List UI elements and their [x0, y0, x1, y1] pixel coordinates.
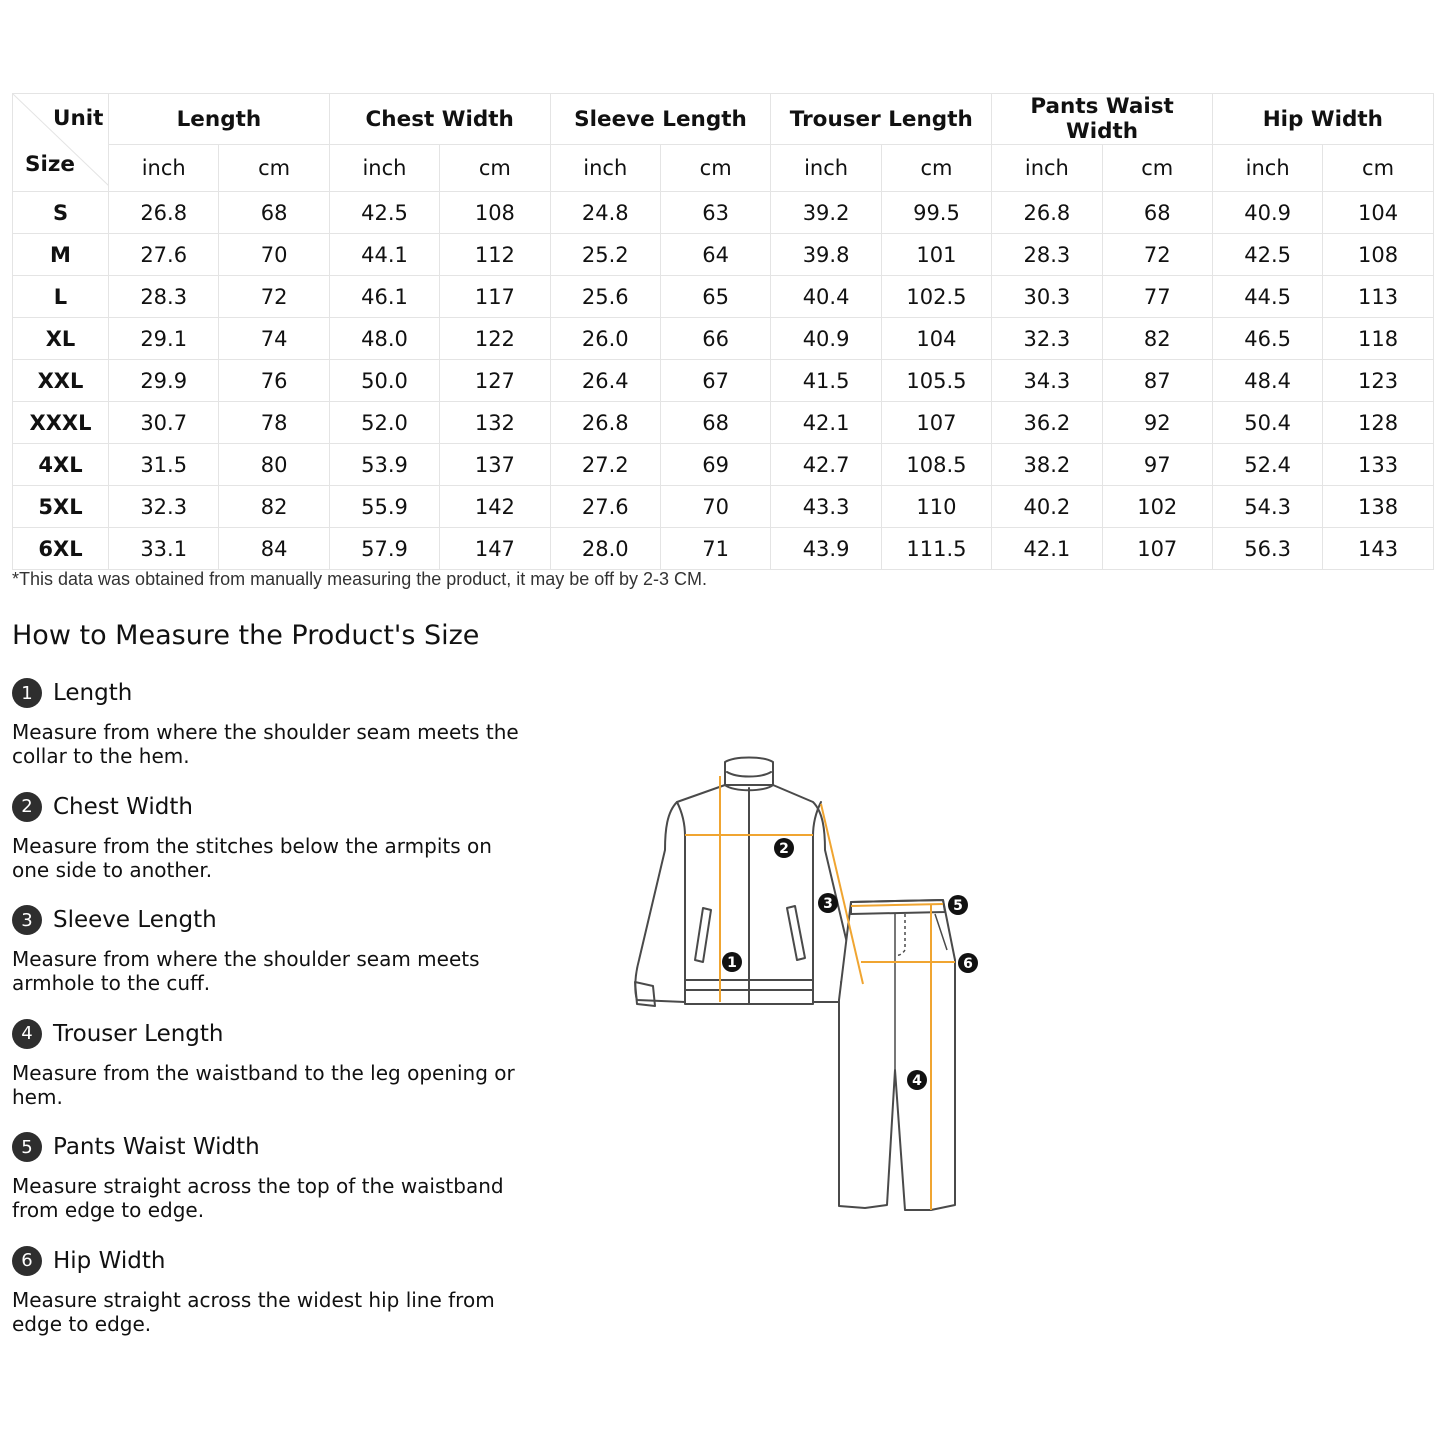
measurement-cell: 44.1 [329, 234, 439, 276]
measurement-cell: 97 [1102, 444, 1212, 486]
unit-header-cell: cm [881, 145, 991, 192]
unit-header-cell: inch [992, 145, 1102, 192]
table-row [13, 276, 1434, 318]
measurement-cell: 56.3 [1212, 528, 1322, 570]
measurement-cell: 71 [660, 528, 770, 570]
measurement-cell: 27.6 [109, 234, 219, 276]
table-row [13, 444, 1434, 486]
measurement-cell: 132 [440, 402, 550, 444]
measurement-cell: 57.9 [329, 528, 439, 570]
measurement-cell: 40.9 [771, 318, 881, 360]
measurement-cell: 64 [660, 234, 770, 276]
table-corner-cell [13, 94, 109, 192]
jacket-left-pocket [695, 908, 711, 962]
unit-header-cell: inch [109, 145, 219, 192]
size-label-cell: 4XL [13, 444, 109, 486]
table-group-header [13, 94, 1434, 145]
measurement-cell: 78 [219, 402, 329, 444]
measurement-cell: 70 [660, 486, 770, 528]
unit-header-cell: inch [771, 145, 881, 192]
measurement-cell: 138 [1323, 486, 1433, 528]
measurement-cell: 99.5 [881, 192, 991, 234]
measurement-cell: 107 [1102, 528, 1212, 570]
measurement-cell: 27.2 [550, 444, 660, 486]
unit-header-cell: cm [660, 145, 770, 192]
measurement-cell: 118 [1323, 318, 1433, 360]
step-header [12, 1244, 522, 1278]
measurement-cell: 74 [219, 318, 329, 360]
marker-4 [907, 1070, 927, 1090]
measurement-cell: 101 [881, 234, 991, 276]
size-label-cell: XXXL [13, 402, 109, 444]
measurement-cell: 28.3 [109, 276, 219, 318]
size-label-cell: S [13, 192, 109, 234]
step-title: Hip Width [53, 1247, 166, 1274]
measurement-cell: 30.3 [992, 276, 1102, 318]
measurement-cell: 40.9 [1212, 192, 1322, 234]
measurement-cell: 24.8 [550, 192, 660, 234]
size-label-cell: L [13, 276, 109, 318]
measure-steps-list [12, 676, 522, 1357]
measurement-cell: 87 [1102, 360, 1212, 402]
step-header [12, 676, 522, 710]
group-header-length: Length [109, 94, 330, 145]
measurement-cell: 68 [219, 192, 329, 234]
measurement-cell: 48.0 [329, 318, 439, 360]
measurement-cell: 72 [1102, 234, 1212, 276]
measurement-cell: 32.3 [109, 486, 219, 528]
measurement-cell: 105.5 [881, 360, 991, 402]
measurement-cell: 30.7 [109, 402, 219, 444]
measurement-cell: 26.8 [109, 192, 219, 234]
measurement-cell: 52.4 [1212, 444, 1322, 486]
measurement-cell: 26.0 [550, 318, 660, 360]
measurement-cell: 52.0 [329, 402, 439, 444]
measurement-cell: 42.5 [329, 192, 439, 234]
table-row [13, 402, 1434, 444]
unit-header-cell: inch [329, 145, 439, 192]
section-title: How to Measure the Product's Size [12, 620, 480, 651]
pants-outline [839, 900, 955, 1210]
measurement-cell: 42.7 [771, 444, 881, 486]
measurement-cell: 63 [660, 192, 770, 234]
measurement-cell: 112 [440, 234, 550, 276]
measurement-cell: 133 [1323, 444, 1433, 486]
marker-2 [774, 838, 794, 858]
measurement-cell: 40.2 [992, 486, 1102, 528]
measurement-cell: 33.1 [109, 528, 219, 570]
size-chart-table [12, 93, 1434, 570]
measurement-cell: 42.1 [771, 402, 881, 444]
jacket-outline [635, 785, 855, 1002]
step-number-badge: 5 [12, 1132, 42, 1162]
measurement-cell: 44.5 [1212, 276, 1322, 318]
marker-3 [818, 893, 838, 913]
marker-5 [948, 895, 968, 915]
measurement-cell: 108 [440, 192, 550, 234]
step-description: Measure from where the shoulder seam meets the collar to the hem. [12, 720, 519, 768]
measure-step [12, 676, 522, 790]
measurement-cell: 39.2 [771, 192, 881, 234]
measurement-cell: 137 [440, 444, 550, 486]
measurement-cell: 40.4 [771, 276, 881, 318]
measurement-cell: 41.5 [771, 360, 881, 402]
table-unit-header [13, 145, 1434, 192]
measurement-cell: 43.9 [771, 528, 881, 570]
measurement-cell: 104 [1323, 192, 1433, 234]
measurement-cell: 42.5 [1212, 234, 1322, 276]
measurement-cell: 27.6 [550, 486, 660, 528]
marker-label: 2 [779, 841, 789, 857]
measurement-cell: 108.5 [881, 444, 991, 486]
measurement-cell: 54.3 [1212, 486, 1322, 528]
measurement-cell: 68 [1102, 192, 1212, 234]
step-title: Trouser Length [53, 1020, 224, 1047]
measurement-cell: 46.1 [329, 276, 439, 318]
unit-header-cell: cm [440, 145, 550, 192]
measurement-cell: 26.8 [992, 192, 1102, 234]
measurement-cell: 110 [881, 486, 991, 528]
table-row [13, 528, 1434, 570]
measurement-cell: 107 [881, 402, 991, 444]
size-label-cell: 6XL [13, 528, 109, 570]
step-title: Pants Waist Width [53, 1134, 260, 1160]
measure-step [12, 903, 522, 1017]
measurement-cell: 108 [1323, 234, 1433, 276]
size-label-cell: M [13, 234, 109, 276]
measurement-cell: 123 [1323, 360, 1433, 402]
step-description: Measure from the waistband to the leg opening or hem. [12, 1060, 515, 1109]
measurement-cell: 29.9 [109, 360, 219, 402]
measurement-cell: 28.0 [550, 528, 660, 570]
marker-label: 3 [823, 896, 833, 912]
marker-label: 6 [963, 956, 973, 972]
measurement-cell: 72 [219, 276, 329, 318]
measurement-cell: 38.2 [992, 444, 1102, 486]
measurement-cell: 142 [440, 486, 550, 528]
measurement-cell: 70 [219, 234, 329, 276]
step-title: Sleeve Length [53, 907, 217, 933]
measurement-cell: 92 [1102, 402, 1212, 444]
table-row [13, 360, 1434, 402]
group-header-pants-waist-width: Pants Waist Width [992, 94, 1213, 145]
measurement-cell: 113 [1323, 276, 1433, 318]
table-body [13, 192, 1434, 570]
marker-1 [722, 952, 742, 972]
measurement-cell: 147 [440, 528, 550, 570]
unit-header-cell: cm [219, 145, 329, 192]
table-row [13, 486, 1434, 528]
measurement-cell: 50.4 [1212, 402, 1322, 444]
group-header-hip-width: Hip Width [1212, 94, 1433, 145]
measurement-cell: 122 [440, 318, 550, 360]
step-number-badge: 2 [12, 792, 42, 822]
jacket-right-pocket [787, 906, 805, 960]
measurement-cell: 104 [881, 318, 991, 360]
group-header-trouser-length: Trouser Length [771, 94, 992, 145]
measurement-cell: 48.4 [1212, 360, 1322, 402]
measurement-cell: 65 [660, 276, 770, 318]
step-header [12, 903, 522, 937]
measure-step [12, 790, 522, 904]
measurement-cell: 31.5 [109, 444, 219, 486]
measurement-cell: 32.3 [992, 318, 1102, 360]
measure-step [12, 1017, 522, 1131]
size-label-cell: XXL [13, 360, 109, 402]
measurement-cell: 25.6 [550, 276, 660, 318]
unit-header-cell: cm [1323, 145, 1433, 192]
measurement-cell: 68 [660, 402, 770, 444]
marker-label: 5 [953, 898, 963, 914]
marker-label: 4 [912, 1073, 922, 1089]
measurement-cell: 28.3 [992, 234, 1102, 276]
measurement-cell: 143 [1323, 528, 1433, 570]
marker-label: 1 [727, 955, 737, 971]
step-description: Measure straight across the widest hip line from edge to edge. [12, 1287, 495, 1336]
garment-measurement-illustration [625, 750, 1005, 1220]
group-header-sleeve-length: Sleeve Length [550, 94, 771, 145]
measurement-cell: 102.5 [881, 276, 991, 318]
measurement-cell: 66 [660, 318, 770, 360]
step-number-badge: 4 [12, 1019, 42, 1049]
measurement-cell: 127 [440, 360, 550, 402]
measurement-cell: 39.8 [771, 234, 881, 276]
table-row [13, 234, 1434, 276]
jacket-left-cuff [635, 982, 655, 1006]
group-header-chest-width: Chest Width [329, 94, 550, 145]
measurement-cell: 82 [1102, 318, 1212, 360]
measure-step [12, 1244, 522, 1358]
step-number-badge: 3 [12, 905, 42, 935]
step-number-badge: 6 [12, 1246, 42, 1276]
step-header [12, 1017, 522, 1051]
measurement-cell: 43.3 [771, 486, 881, 528]
table-row [13, 192, 1434, 234]
size-label-cell: 5XL [13, 486, 109, 528]
measurement-cell: 80 [219, 444, 329, 486]
measurement-cell: 34.3 [992, 360, 1102, 402]
measurement-cell: 26.4 [550, 360, 660, 402]
measurement-cell: 69 [660, 444, 770, 486]
step-number-badge: 1 [12, 678, 42, 708]
measurement-cell: 42.1 [992, 528, 1102, 570]
step-description: Measure from where the shoulder seam meets armhole to the cuff. [12, 947, 480, 995]
step-description: Measure from the stitches below the armpits on one side to another. [12, 833, 492, 882]
measurement-cell: 50.0 [329, 360, 439, 402]
unit-header-cell: cm [1102, 145, 1212, 192]
measurement-cell: 77 [1102, 276, 1212, 318]
marker-6 [958, 953, 978, 973]
measurement-cell: 82 [219, 486, 329, 528]
table-row [13, 318, 1434, 360]
step-title: Length [53, 680, 133, 706]
unit-header-cell: inch [1212, 145, 1322, 192]
measurement-cell: 25.2 [550, 234, 660, 276]
measurement-cell: 111.5 [881, 528, 991, 570]
measurement-cell: 67 [660, 360, 770, 402]
measurement-cell: 84 [219, 528, 329, 570]
measurement-cell: 128 [1323, 402, 1433, 444]
measurement-cell: 46.5 [1212, 318, 1322, 360]
measurement-cell: 117 [440, 276, 550, 318]
step-description: Measure straight across the top of the waistband from edge to edge. [12, 1174, 504, 1222]
corner-unit-label: Unit [53, 106, 104, 131]
corner-size-label: Size [25, 152, 75, 177]
measurement-note: *This data was obtained from manually measuring the product, it may be off by 2-3 CM. [12, 569, 708, 589]
step-header [12, 1130, 522, 1164]
measurement-cell: 29.1 [109, 318, 219, 360]
measurement-cell: 53.9 [329, 444, 439, 486]
measurement-cell: 76 [219, 360, 329, 402]
step-header [12, 790, 522, 824]
measurement-cell: 36.2 [992, 402, 1102, 444]
measurement-cell: 26.8 [550, 402, 660, 444]
measurement-cell: 102 [1102, 486, 1212, 528]
measure-step [12, 1130, 522, 1244]
measurement-cell: 55.9 [329, 486, 439, 528]
size-label-cell: XL [13, 318, 109, 360]
step-title: Chest Width [53, 793, 193, 820]
unit-header-cell: inch [550, 145, 660, 192]
